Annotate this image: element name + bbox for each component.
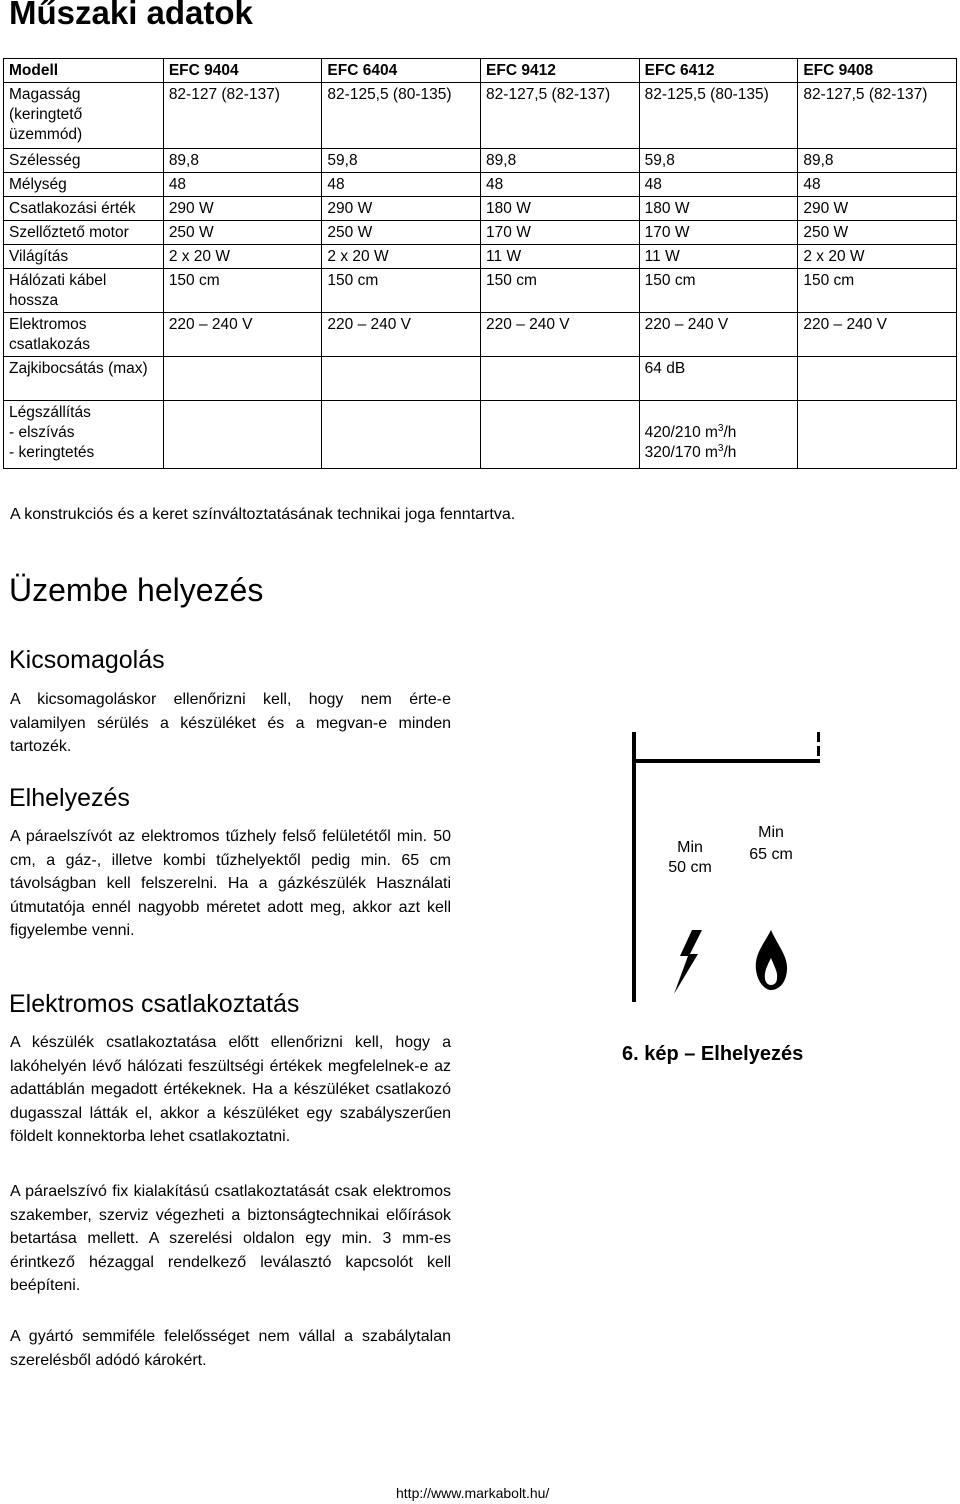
row-label: Mélység xyxy=(4,173,164,197)
electrical-text-2: A páraelszívó fix kialakítású csatlakoztatását csak elektromos szakember, szerviz végezheti a biztonságtechnikai előírások betartása mellett. A szerelési oldalon egy min. 3 mm-es érintkező hézaggal rendelkező leválasztó kapcsolót kell beépíteni. xyxy=(10,1183,451,1294)
table-cell: 150 cm xyxy=(163,269,322,313)
placement-text: A páraelszívót az elektromos tűzhely felső felületétől min. 50 cm, a gáz-, illetve kombi tűzhelyektől pedig min. 65 cm távolságban kell felszerelni. Ha a gázkészülék Használati útmutatója ennél nagyobb méretet adott meg, akkor azt kell figyelembe venni. xyxy=(10,828,451,939)
table-cell: 290 W xyxy=(163,197,322,221)
table-cell: 170 W xyxy=(481,221,640,245)
table-cell: 48 xyxy=(322,173,481,197)
hood-underside-line xyxy=(636,759,820,763)
table-cell xyxy=(798,401,957,469)
table-cell: 82-127,5 (82-137) xyxy=(481,83,640,149)
table-row xyxy=(4,173,957,197)
lightning-icon xyxy=(674,930,702,994)
airflow-extraction-value: 420/210 $m^3/h$ xyxy=(644,422,737,441)
table-cell: 82-125,5 (80-135) xyxy=(639,83,798,149)
header-cell: EFC 6412 xyxy=(639,59,798,83)
table-cell: 180 W xyxy=(481,197,640,221)
table-cell: 220 – 240 V xyxy=(163,313,322,357)
table-cell: 290 W xyxy=(798,197,957,221)
row-label: Zajkibocsátás (max) xyxy=(4,357,164,401)
gas-min-label: Min xyxy=(758,824,784,841)
hood-edge-mark xyxy=(817,732,820,742)
header-cell: EFC 9404 xyxy=(163,59,322,83)
table-cell: 150 cm xyxy=(322,269,481,313)
table-cell: 82-125,5 (80-135) xyxy=(322,83,481,149)
figure-caption: 6. kép – Elhelyezés xyxy=(622,1043,804,1065)
header-cell: Modell xyxy=(4,59,164,83)
table-cell xyxy=(163,401,322,469)
table-cell: 250 W xyxy=(798,221,957,245)
table-cell xyxy=(163,357,322,401)
table-cell: 290 W xyxy=(322,197,481,221)
table-header-row xyxy=(4,59,957,83)
table-cell: 250 W xyxy=(322,221,481,245)
gas-distance-label: 65 cm xyxy=(749,846,793,863)
table-row xyxy=(4,221,957,245)
table-cell xyxy=(481,401,640,469)
spec-table xyxy=(3,58,957,469)
table-cell: 2 x 20 W xyxy=(322,245,481,269)
row-label: Világítás xyxy=(4,245,164,269)
table-cell xyxy=(322,357,481,401)
table-cell xyxy=(798,357,957,401)
header-cell: EFC 6404 xyxy=(322,59,481,83)
table-cell xyxy=(639,401,798,469)
row-label: Elektromos csatlakozás xyxy=(4,313,164,357)
airflow-label-line: - elszívás xyxy=(9,424,75,441)
table-cell: 150 cm xyxy=(481,269,640,313)
table-cell: 64 dB xyxy=(639,357,798,401)
table-cell: 48 xyxy=(481,173,640,197)
row-label: Szélesség xyxy=(4,149,164,173)
table-cell: 170 W xyxy=(639,221,798,245)
electrical-text-1: A készülék csatlakoztatása előtt ellenőrizni kell, hogy a lakóhelyén lévő hálózati feszültségi értékek megfelelnek-e az adattáblán megadott értékeknek. Ha a készüléket csatlakozó dugasszal látták el, akkor a készüléket egy szabályszerűen földelt konnektorba lehet csatlakoztatni. xyxy=(10,1034,451,1145)
table-row xyxy=(4,83,957,149)
header-cell: EFC 9412 xyxy=(481,59,640,83)
table-cell: 250 W xyxy=(163,221,322,245)
table-cell xyxy=(322,401,481,469)
airflow-label-line: Légszállítás xyxy=(9,404,91,421)
table-cell: 48 xyxy=(163,173,322,197)
table-cell: 220 – 240 V xyxy=(639,313,798,357)
table-cell: 2 x 20 W xyxy=(798,245,957,269)
electric-distance-label: 50 cm xyxy=(668,859,712,876)
table-cell: 150 cm xyxy=(639,269,798,313)
table-cell: 89,8 xyxy=(481,149,640,173)
row-label: Hálózati kábel hossza xyxy=(4,269,164,313)
table-cell: 48 xyxy=(639,173,798,197)
table-row xyxy=(4,197,957,221)
heading-electrical: Elektromos csatlakoztatás xyxy=(9,990,300,1018)
table-cell: 11 W xyxy=(481,245,640,269)
page-title: Műszaki adatok xyxy=(9,0,253,31)
electrical-text-3: A gyártó semmiféle felelősséget nem vállal a szabálytalan szerelésből adódó károkért. xyxy=(10,1328,451,1369)
row-label xyxy=(4,401,164,469)
table-cell: 11 W xyxy=(639,245,798,269)
heading-unpacking: Kicsomagolás xyxy=(9,646,165,674)
row-label: Magasság (keringtető üzemmód) xyxy=(4,83,164,149)
heading-placement: Elhelyezés xyxy=(9,784,130,812)
row-label: Csatlakozási érték xyxy=(4,197,164,221)
airflow-label-line: - keringtetés xyxy=(9,444,95,461)
table-cell: 48 xyxy=(798,173,957,197)
table-row xyxy=(4,313,957,357)
header-cell: EFC 9408 xyxy=(798,59,957,83)
footer-url: http://www.markabolt.hu/ xyxy=(396,1485,550,1501)
table-cell: 220 – 240 V xyxy=(798,313,957,357)
table-row xyxy=(4,149,957,173)
unpacking-text: A kicsomagoláskor ellenőrizni kell, hogy nem érte-e valamilyen sérülés a készüléket és a megvan-e minden tartozék. xyxy=(10,691,451,755)
table-cell: 180 W xyxy=(639,197,798,221)
table-cell: 220 – 240 V xyxy=(322,313,481,357)
table-cell: 82-127,5 (82-137) xyxy=(798,83,957,149)
placement-figure xyxy=(632,732,827,1004)
table-cell: 59,8 xyxy=(322,149,481,173)
table-cell: 59,8 xyxy=(639,149,798,173)
row-label: Szellőztető motor xyxy=(4,221,164,245)
airflow-recirculation-value: 320/170 $m^3/h$ xyxy=(644,442,737,461)
table-row xyxy=(4,245,957,269)
table-cell: 82-127 (82-137) xyxy=(163,83,322,149)
table-row xyxy=(4,401,957,469)
table-cell: 89,8 xyxy=(163,149,322,173)
table-cell: 2 x 20 W xyxy=(163,245,322,269)
table-row xyxy=(4,269,957,313)
table-cell: 150 cm xyxy=(798,269,957,313)
hood-edge-mark xyxy=(817,746,820,756)
figure-wall-line xyxy=(632,732,636,1002)
electric-min-label: Min xyxy=(677,839,703,856)
table-cell: 89,8 xyxy=(798,149,957,173)
section-title: Üzembe helyezés xyxy=(9,572,264,608)
technical-note: A konstrukciós és a keret színváltoztatásának technikai joga fenntartva. xyxy=(10,506,516,523)
table-cell: 220 – 240 V xyxy=(481,313,640,357)
table-row xyxy=(4,357,957,401)
table-cell xyxy=(481,357,640,401)
